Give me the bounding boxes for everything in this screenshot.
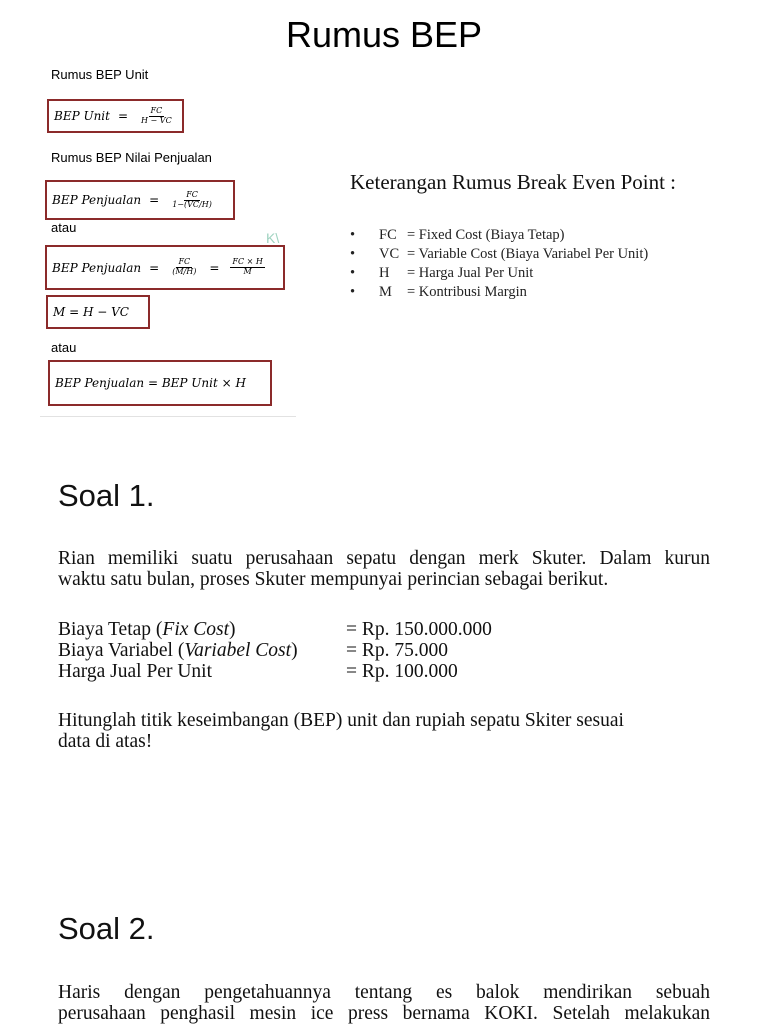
label-bep-unit: Rumus BEP Unit	[51, 67, 149, 82]
keterangan-list	[350, 226, 648, 302]
soal1-title: Soal 1.	[58, 478, 155, 513]
list-item: • H = Harga Jual Per Unit	[350, 265, 534, 281]
cost-row-variable: Biaya Variabel (Variabel Cost) = Rp. 75.000	[58, 640, 449, 661]
list-item: • M = Kontribusi Margin	[350, 284, 527, 300]
page-title: Rumus BEP	[285, 14, 483, 55]
watermark: K\	[266, 230, 280, 246]
list-item: • VC = Variable Cost (Biaya Variabel Per Unit)	[350, 246, 649, 262]
keterangan-title: Keterangan Rumus Break Even Point :	[350, 170, 677, 194]
cost-row-fixed: Biaya Tetap (Fix Cost) = Rp. 150.000.000	[58, 619, 492, 640]
list-item: • FC = Fixed Cost (Biaya Tetap)	[350, 227, 565, 243]
soal2-title: Soal 2.	[58, 911, 155, 946]
formula-bep-penjualan-1: BEP Penjualan = $\frac{FC}{1-(VC/H)}$	[45, 180, 235, 220]
soal1-intro: Rian memiliki suatu perusahaan sepatu dengan merk Skuter. Dalam kurun waktu satu bulan, proses Skuter mempunyai perincian sebagai berikut.	[58, 548, 710, 590]
label-bep-nilai: Rumus BEP Nilai Penjualan	[51, 150, 212, 165]
soal2-text: Haris dengan pengetahuannya tentang es balok mendirikan sebuah perusahaan penghasil mesin ice press bernama KOKI. Setelah melakukan	[58, 982, 710, 1024]
formula-image	[40, 60, 296, 417]
formula-bep-unit: BEP Unit = $\frac{FC}{H - VC}$	[47, 99, 184, 133]
label-atau-1: atau	[51, 220, 77, 235]
soal1-question: Hitunglah titik keseimbangan (BEP) unit dan rupiah sepatu Skiter sesuai data di atas!	[58, 710, 624, 752]
formula-bep-penjualan-3: BEP Penjualan = BEP Unit × H	[48, 360, 272, 406]
cost-row-price: Harga Jual Per Unit = Rp. 100.000	[58, 661, 458, 682]
formula-margin: M = H − VC	[46, 295, 150, 329]
formula-bep-penjualan-2: BEP Penjualan = $\frac{FC}{(M/H)}$ = $\frac{FC \times H}{M}$	[45, 245, 285, 290]
label-atau-2: atau	[51, 340, 77, 355]
